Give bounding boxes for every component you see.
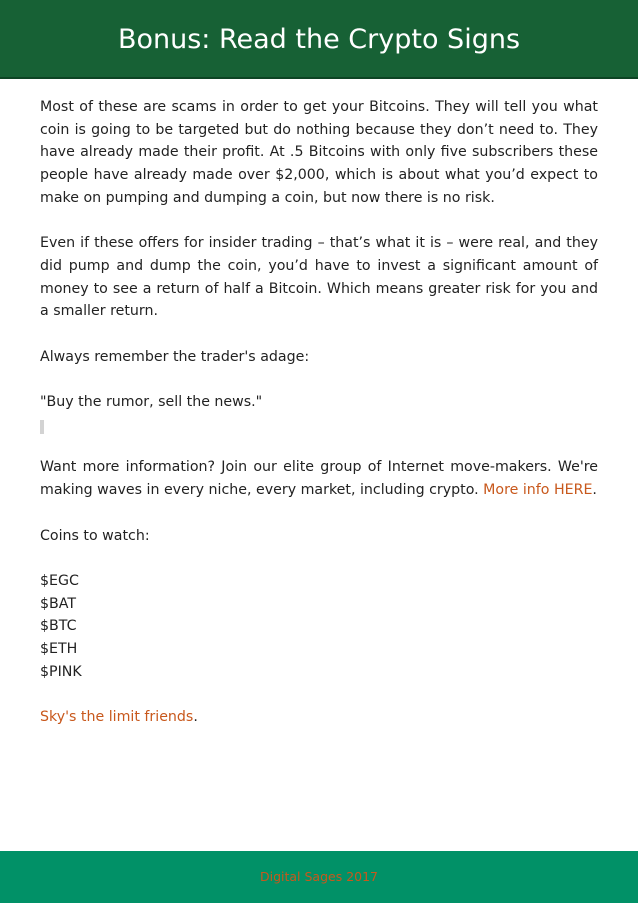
footer-text: Digital Sages 2017: [259, 869, 379, 884]
more-info-link[interactable]: More info HERE: [483, 482, 593, 499]
coin-list: [40, 570, 598, 684]
skys-the-limit-link[interactable]: Sky's the limit friends: [40, 709, 194, 726]
paragraph-adage-intro: Always remember the trader's adage:: [40, 348, 310, 365]
closing-line: [40, 706, 598, 729]
more-info-period: .: [592, 482, 597, 499]
adage-quote: "Buy the rumor, sell the news.": [40, 394, 263, 411]
coin-item: $ETH: [40, 641, 78, 658]
coin-item: $BAT: [40, 595, 77, 612]
main-content: [40, 96, 598, 729]
page-footer: [0, 851, 638, 903]
coin-item: $EGC: [40, 572, 79, 589]
coin-item: $PINK: [40, 663, 82, 680]
coins-heading: Coins to watch:: [40, 527, 150, 544]
paragraph-insider-trading: Even if these offers for insider trading – that’s what it is – were real, and they did pump and dump the coin, you’d have to invest a significant amount of money to see a return of half a Bitcoin. Which means greater risk for you and a smaller return.: [40, 235, 598, 320]
paragraph-scams: Most of these are scams in order to get your Bitcoins. They will tell you what coin is going to be targeted but do nothing because they don’t need to. They have already made their profit. At .5 Bitcoins with only five subscribers these people have already made over $2,000, which is about what you’d expect to make on pumping and dumping a coin, but now there is no risk.: [40, 99, 598, 206]
page-header: [0, 0, 638, 79]
closing-period: .: [193, 709, 198, 726]
divider-bar: [40, 420, 44, 434]
page-title: Bonus: Read the Crypto Signs: [117, 24, 521, 55]
coin-item: $BTC: [40, 618, 77, 635]
more-info-text: Want more information? Join our elite group of Internet move-makers. We're making waves in every niche, every market, including crypto.: [40, 459, 598, 499]
paragraph-more-info: [40, 456, 598, 501]
